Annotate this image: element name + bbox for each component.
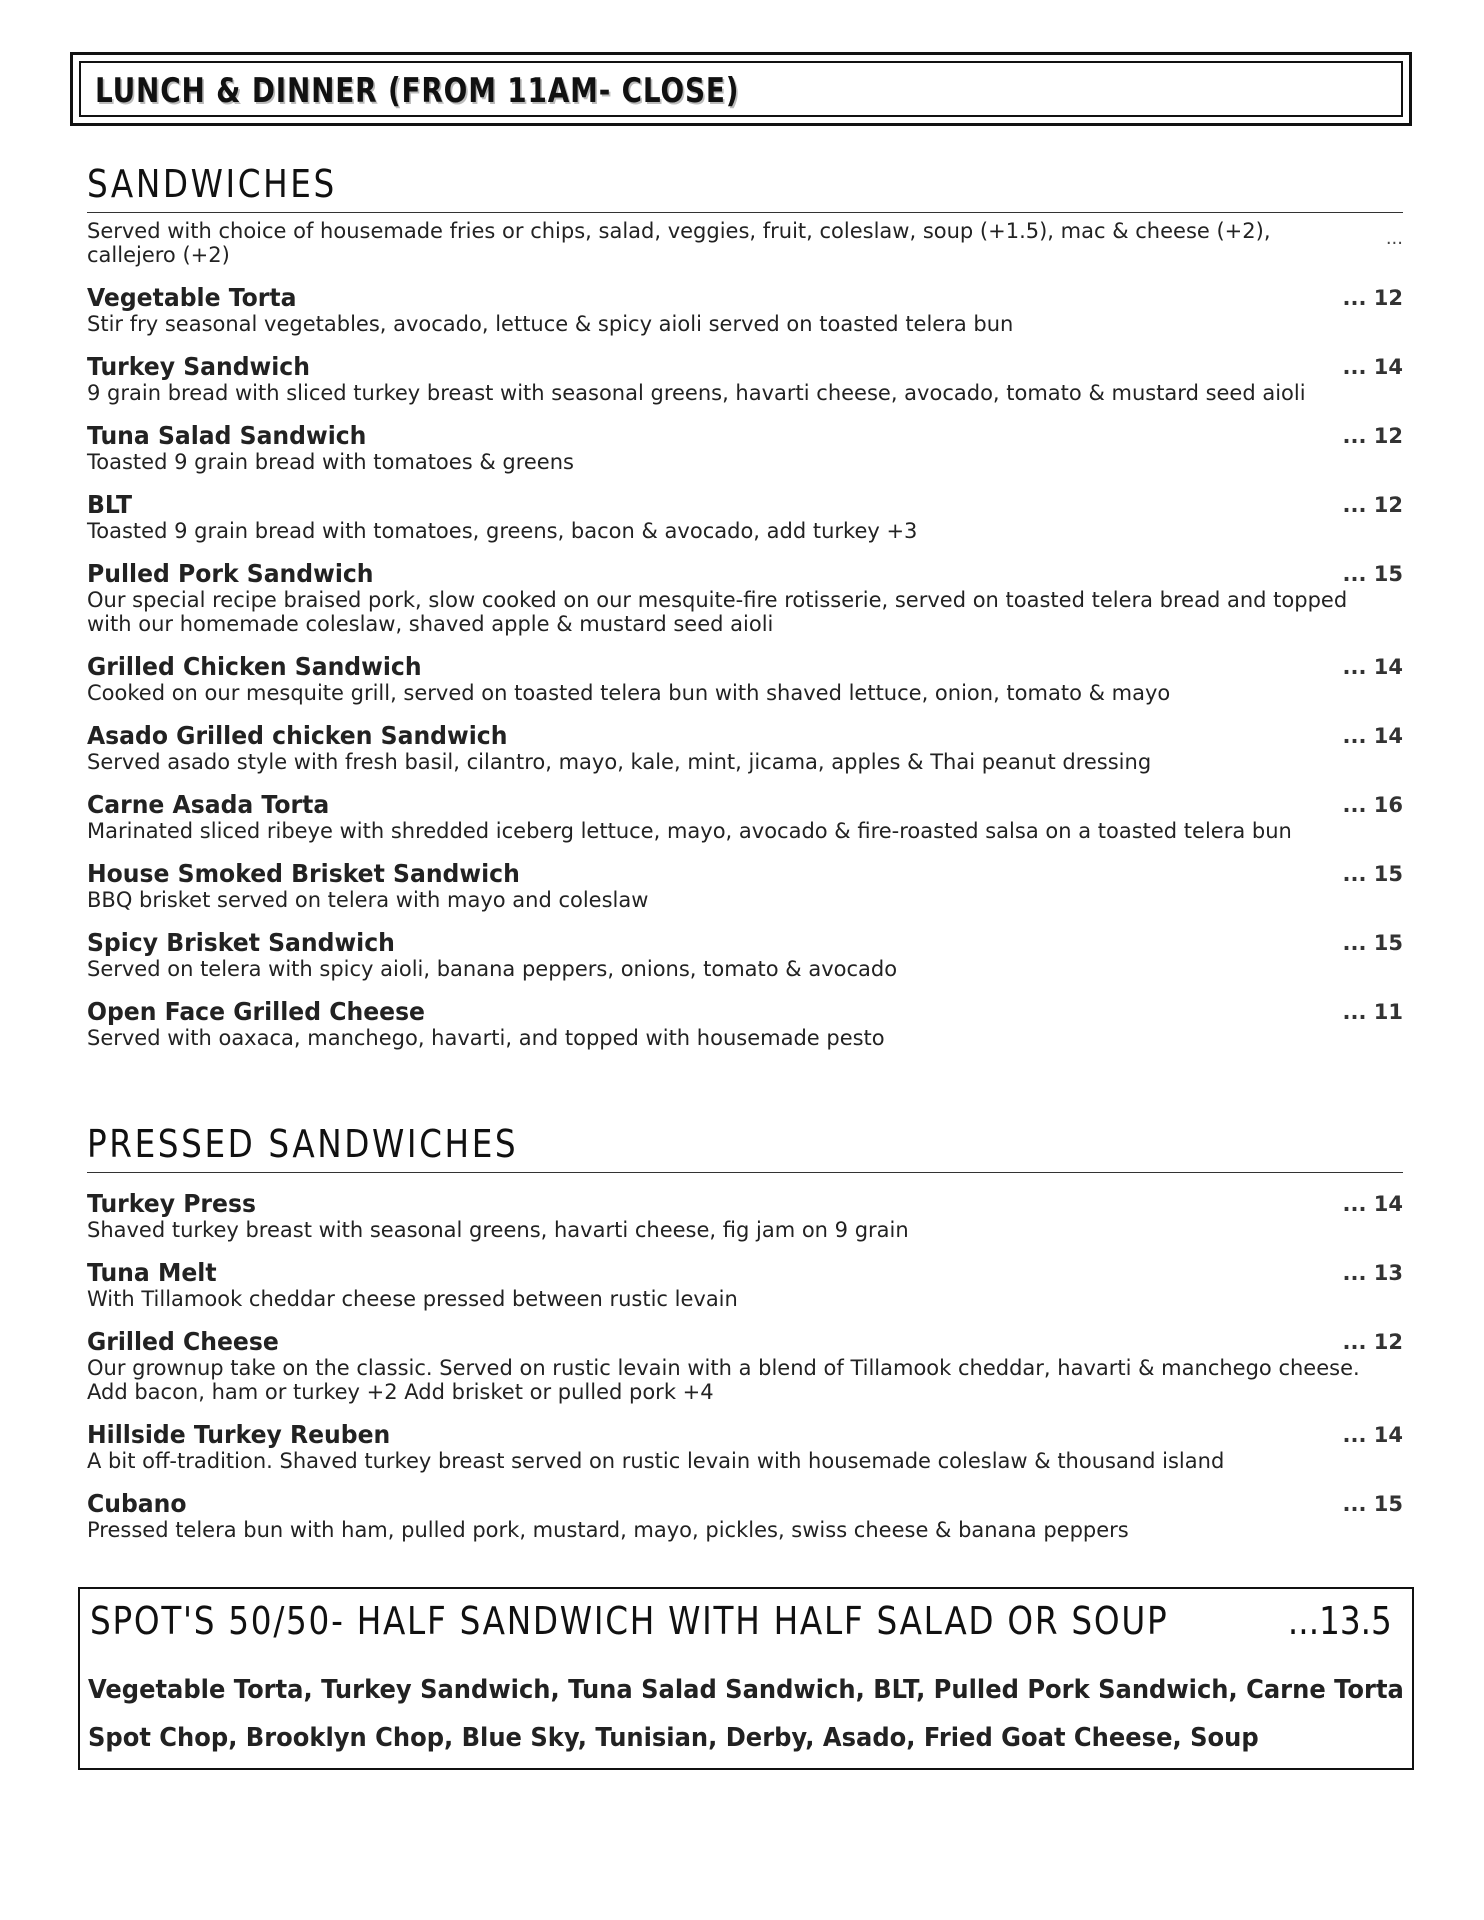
sides-note-text: Served with choice of housemade fries or chips, salad, veggies, fruit, coleslaw, soup (+1.5), mac & cheese (+2), callejero (+2) — [87, 219, 1271, 267]
sandwiches-section — [87, 160, 1403, 1050]
menu-item — [87, 722, 1403, 774]
menu-item-description: Pressed telera bun with ham, pulled pork, mustard, mayo, pickles, swiss cheese & banana peppers — [87, 1518, 1129, 1542]
menu-item-name: Pulled Pork Sandwich — [87, 559, 374, 588]
menu-item-price: ... 14 — [1342, 1192, 1403, 1216]
section-divider — [87, 212, 1403, 213]
menu-item — [87, 422, 1403, 474]
menu-item-description: 9 grain bread with sliced turkey breast with seasonal greens, havarti cheese, avocado, tomato & mustard seed aioli — [87, 381, 1306, 405]
menu-item — [87, 791, 1403, 843]
menu-item-price: ... 14 — [1342, 724, 1403, 748]
menu-item — [87, 929, 1403, 981]
menu-item-price: ... 15 — [1342, 931, 1403, 955]
menu-item-description: Our grownup take on the classic. Served on rustic levain with a blend of Tillamook cheddar, havarti & manchego cheese. Add bacon, ham or turkey +2 Add brisket or pulled pork +4 — [87, 1356, 1360, 1404]
menu-item-name: Grilled Chicken Sandwich — [87, 652, 422, 681]
menu-item — [87, 998, 1403, 1050]
menu-item-name: BLT — [87, 490, 133, 519]
menu-item-price: ... 14 — [1342, 655, 1403, 679]
header-box — [70, 52, 1412, 126]
menu-item-name: Open Face Grilled Cheese — [87, 997, 426, 1026]
menu-item-description: Cooked on our mesquite grill, served on toasted telera bun with shaved lettuce, onion, tomato & mayo — [87, 681, 1171, 705]
menu-item-description: Toasted 9 grain bread with tomatoes & greens — [87, 450, 574, 474]
menu-item-description: Served asado style with fresh basil, cilantro, mayo, kale, mint, jicama, apples & Thai peanut dressing — [87, 750, 1152, 774]
menu-item-name: Tuna Salad Sandwich — [87, 421, 367, 450]
menu-item-name: Asado Grilled chicken Sandwich — [87, 721, 508, 750]
menu-item-description: Shaved turkey breast with seasonal greens, havarti cheese, fig jam on 9 grain — [87, 1218, 909, 1242]
menu-item-description: Served with oaxaca, manchego, havarti, and topped with housemade pesto — [87, 1026, 885, 1050]
menu-item — [87, 1421, 1403, 1473]
menu-item — [87, 353, 1403, 405]
menu-item-name: Cubano — [87, 1489, 187, 1518]
menu-item — [87, 560, 1403, 636]
menu-item — [87, 860, 1403, 912]
sandwich-list — [87, 284, 1403, 1050]
section-title-sandwiches: SANDWICHES — [87, 162, 337, 206]
header-inner-border — [79, 61, 1403, 117]
menu-item-price: ... 15 — [1342, 562, 1403, 586]
menu-item-name: Tuna Melt — [87, 1258, 217, 1287]
combo-salad-options: Spot Chop, Brooklyn Chop, Blue Sky, Tunisian, Derby, Asado, Fried Goat Cheese, Soup — [88, 1723, 1259, 1753]
menu-item-price: ... 15 — [1342, 862, 1403, 886]
menu-item — [87, 1490, 1403, 1542]
menu-item-description: With Tillamook cheddar cheese pressed between rustic levain — [87, 1287, 738, 1311]
menu-item-name: Carne Asada Torta — [87, 790, 330, 819]
menu-item-name: Turkey Sandwich — [87, 352, 310, 381]
combo-title: SPOT'S 50/50- HALF SANDWICH WITH HALF SALAD OR SOUP — [90, 1599, 1169, 1643]
combo-box — [78, 1587, 1414, 1770]
menu-item-price: ... 11 — [1342, 1000, 1403, 1024]
menu-item-price: ... 12 — [1342, 424, 1403, 448]
menu-item-name: Grilled Cheese — [87, 1327, 279, 1356]
menu-item — [87, 653, 1403, 705]
pressed-section — [87, 1120, 1403, 1542]
menu-item-price: ... 16 — [1342, 793, 1403, 817]
menu-item-description: A bit off-tradition. Shaved turkey breast served on rustic levain with housemade coleslaw & thousand island — [87, 1449, 1225, 1473]
menu-item-name: House Smoked Brisket Sandwich — [87, 859, 520, 888]
menu-item-description: Marinated sliced ribeye with shredded iceberg lettuce, mayo, avocado & fire-roasted salsa on a toasted telera bun — [87, 819, 1292, 843]
sides-note-dots: ... — [1385, 228, 1403, 249]
menu-item-price: ... 12 — [1342, 493, 1403, 517]
menu-item-description: Served on telera with spicy aioli, banana peppers, onions, tomato & avocado — [87, 957, 898, 981]
menu-item — [87, 1190, 1403, 1242]
menu-item-price: ... 13 — [1342, 1261, 1403, 1285]
section-divider — [87, 1172, 1403, 1173]
menu-item-description: Stir fry seasonal vegetables, avocado, lettuce & spicy aioli served on toasted telera bun — [87, 312, 1014, 336]
menu-item — [87, 284, 1403, 336]
menu-item — [87, 1328, 1403, 1404]
menu-item-description: Our special recipe braised pork, slow cooked on our mesquite-fire rotisserie, served on toasted telera bread and topped with our homemade coleslaw, shaved apple & mustard seed aioli — [87, 588, 1348, 636]
menu-item-price: ... 12 — [1342, 286, 1403, 310]
combo-price: ...13.5 — [1288, 1599, 1392, 1643]
menu-item-price: ... 12 — [1342, 1330, 1403, 1354]
page-title: LUNCH & DINNER (FROM 11AM- CLOSE) — [95, 71, 740, 111]
menu-item-description: BBQ brisket served on telera with mayo and coleslaw — [87, 888, 649, 912]
menu-item-description: Toasted 9 grain bread with tomatoes, greens, bacon & avocado, add turkey +3 — [87, 519, 918, 543]
menu-item-price: ... 14 — [1342, 355, 1403, 379]
sides-note — [87, 219, 1403, 267]
menu-item — [87, 1259, 1403, 1311]
menu-item-name: Turkey Press — [87, 1189, 256, 1218]
section-title-pressed: PRESSED SANDWICHES — [87, 1122, 519, 1166]
combo-sandwich-options: Vegetable Torta, Turkey Sandwich, Tuna Salad Sandwich, BLT, Pulled Pork Sandwich, Carne Torta — [88, 1675, 1404, 1705]
menu-item — [87, 491, 1403, 543]
menu-item-name: Hillside Turkey Reuben — [87, 1420, 391, 1449]
menu-item-price: ... 14 — [1342, 1423, 1403, 1447]
menu-item-name: Spicy Brisket Sandwich — [87, 928, 395, 957]
pressed-list — [87, 1190, 1403, 1542]
menu-item-name: Vegetable Torta — [87, 283, 297, 312]
menu-item-price: ... 15 — [1342, 1492, 1403, 1516]
